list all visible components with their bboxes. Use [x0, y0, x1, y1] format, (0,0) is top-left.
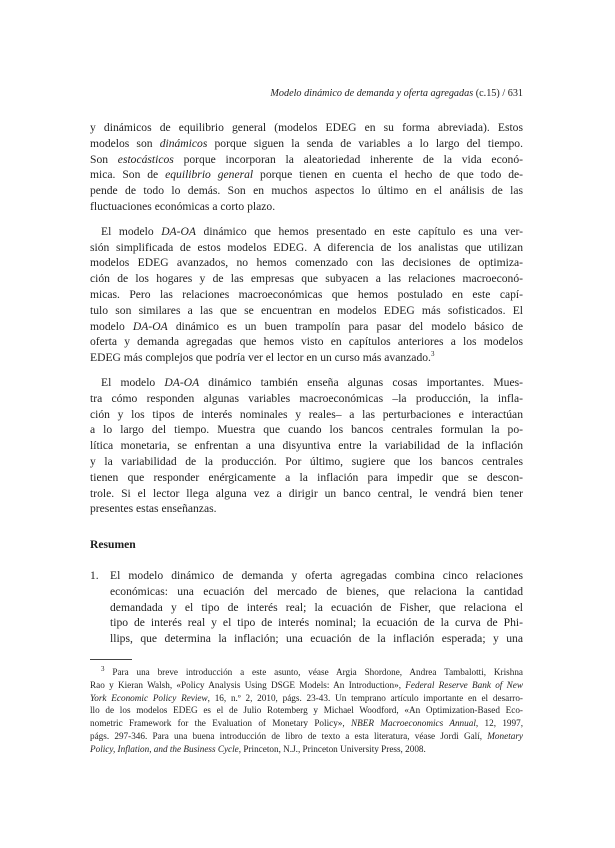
italic-title: Policy, Inflation, and the Business Cycle [90, 743, 239, 754]
text-line: llo de los modelos EDEG es el de Julio Rotemberg y Michael Woodford, «An Optimization-Based Eco- [90, 705, 523, 716]
italic-term: DA-OA [164, 375, 200, 389]
text-line: económicas: una ecuación del mercado de bienes, que relaciona la cantidad [110, 584, 523, 598]
paragraph-3 [90, 375, 523, 517]
text-line: nometric Framework for the Evaluation of Monetary Policy», NBER Macroeconomics Annual, 12, 1997, [90, 718, 523, 729]
paragraph-1 [90, 120, 523, 215]
footnote [90, 666, 523, 756]
text-line: modelos son dinámicos porque siguen la senda de variables a lo largo del tiempo. [90, 136, 523, 150]
body-text [90, 120, 523, 517]
text-line: trole. Si el lector llega alguna vez a dirigir un banco central, le vendrá bien tener [90, 486, 523, 500]
paragraph-2 [90, 224, 523, 366]
text-line: El modelo DA-OA dinámico también enseña algunas cosas importantes. Mues- [101, 375, 523, 389]
text-line: ción y los tipos de interés nominales y reales– a las perturbaciones e interactúan [90, 407, 523, 421]
running-head-chapter: (c.15) [475, 88, 500, 99]
text-line: $^3$ Para una breve introducción a este asunto, véase Argia Shordone, Andrea Tambalotti, Krishna [101, 664, 523, 677]
text-line: mica. Son de equilibrio general porque tienen en cuenta el hecho de que todo de- [90, 168, 523, 182]
footnote-divider [90, 659, 132, 660]
text-line: fluctuaciones económicas a corto plazo. [90, 199, 276, 213]
italic-title: Federal Reserve Bank of New [405, 679, 523, 690]
italic-term: dinámicos [159, 136, 208, 150]
section-heading: Resumen [90, 538, 136, 551]
page-number: 631 [507, 88, 523, 99]
list-item [110, 568, 523, 647]
text-line: York Economic Policy Review, 16, n.º 2, 2010, págs. 23-43. Un temprano artículo importante en el desarro- [90, 692, 523, 703]
text-line: modelo DA-OA dinámico es un buen trampolín para pasar del modelo básico de [90, 319, 523, 333]
text-line: sión simplificada de estos modelos EDEG. A diferencia de los analistas que utilizan [90, 240, 523, 254]
footnote-reference[interactable]: 3 [430, 350, 435, 359]
text-line: oferta y demanda agregadas que hemos visto en capítulos anteriores a los modelos [90, 335, 523, 349]
text-line: tienen que responder enérgicamente a la inflación para impedir que se descon- [90, 470, 523, 484]
running-head-title: Modelo dinámico de demanda y oferta agregadas [270, 88, 474, 99]
text-line: EDEG más complejos que podría ver el lector en un curso más avanzado.$^3$ [90, 350, 435, 365]
list-item-number: 1. [90, 569, 99, 582]
text-line: Rao y Kieran Walsh, «Policy Analysis Using DSGE Models: An Introduction», Federal Reserve Bank of New [90, 679, 523, 690]
text-line: tipo de interés real y el tipo de interés nominal; la ecuación de la curva de Phi- [110, 616, 523, 630]
footnote-marker: 3 [101, 664, 105, 673]
italic-title: York Economic Policy Review [90, 692, 208, 703]
italic-title: NBER Macroeconomics Annual [351, 718, 476, 729]
text-line: tulo son similares a las que se encuentran en modelos EDEG más sofisticados. El [90, 303, 523, 317]
text-line: El modelo dinámico de demanda y oferta agregadas combina cinco relaciones [110, 569, 523, 582]
italic-term: DA-OA [132, 319, 168, 333]
italic-term: equilibrio general [165, 168, 254, 182]
text-line: y la variabilidad de la producción. Por último, sugiere que los bancos centrales [90, 454, 523, 468]
text-line: demandada y el tipo de interés real; la ecuación de Fisher, que relaciona el [110, 600, 523, 614]
text-line: presentes estas enseñanzas. [90, 502, 217, 516]
text-line: modelos EDEG avanzados, no hemos comenzado con las decisiones de optimiza- [90, 256, 523, 270]
running-head-separator: / [502, 88, 506, 99]
text-line: El modelo DA-OA dinámico que hemos presentado en este capítulo es una ver- [101, 224, 523, 238]
text-line: y dinámicos de equilibrio general (modelos EDEG en su forma abreviada). Estos [90, 121, 523, 134]
text-line: Son estocásticos porque incorporan la aleatoriedad inherente de la vida econó- [90, 152, 523, 166]
text-line: pende de todo lo demás. Son en muchos aspectos lo último en el análisis de las [90, 184, 523, 198]
text-line: Policy, Inflation, and the Business Cycle, Princeton, N.J., Princeton University Press, 2008. [90, 743, 426, 754]
text-line: lítica monetaria, se enfrentan a una disyuntiva entre la variabilidad de la inflación [90, 439, 523, 453]
text-line: llips, que determina la inflación; una ecuación de la inflación esperada; y una [110, 632, 523, 646]
text-line: ción de los hogares y de las empresas que subyacen a las relaciones macroeconó- [90, 272, 523, 286]
italic-term: DA-OA [161, 224, 196, 238]
italic-title: Monetary [487, 730, 523, 741]
text-line: tra cómo responden algunas variables macroeconómicas –la producción, la infla- [90, 391, 523, 405]
italic-term: estocásticos [117, 152, 174, 166]
text-line: a lo largo del tiempo. Muestra que cuando los bancos centrales formulan la po- [90, 423, 523, 437]
running-head [90, 88, 523, 100]
text-line: micas. Pero las relaciones macroeconómicas que hemos postulado en este capí- [90, 287, 523, 301]
text-line: págs. 297-346. Para una buena introducción de libro de texto a esta literatura, véase Jordi Galí, Monetary [90, 730, 523, 741]
